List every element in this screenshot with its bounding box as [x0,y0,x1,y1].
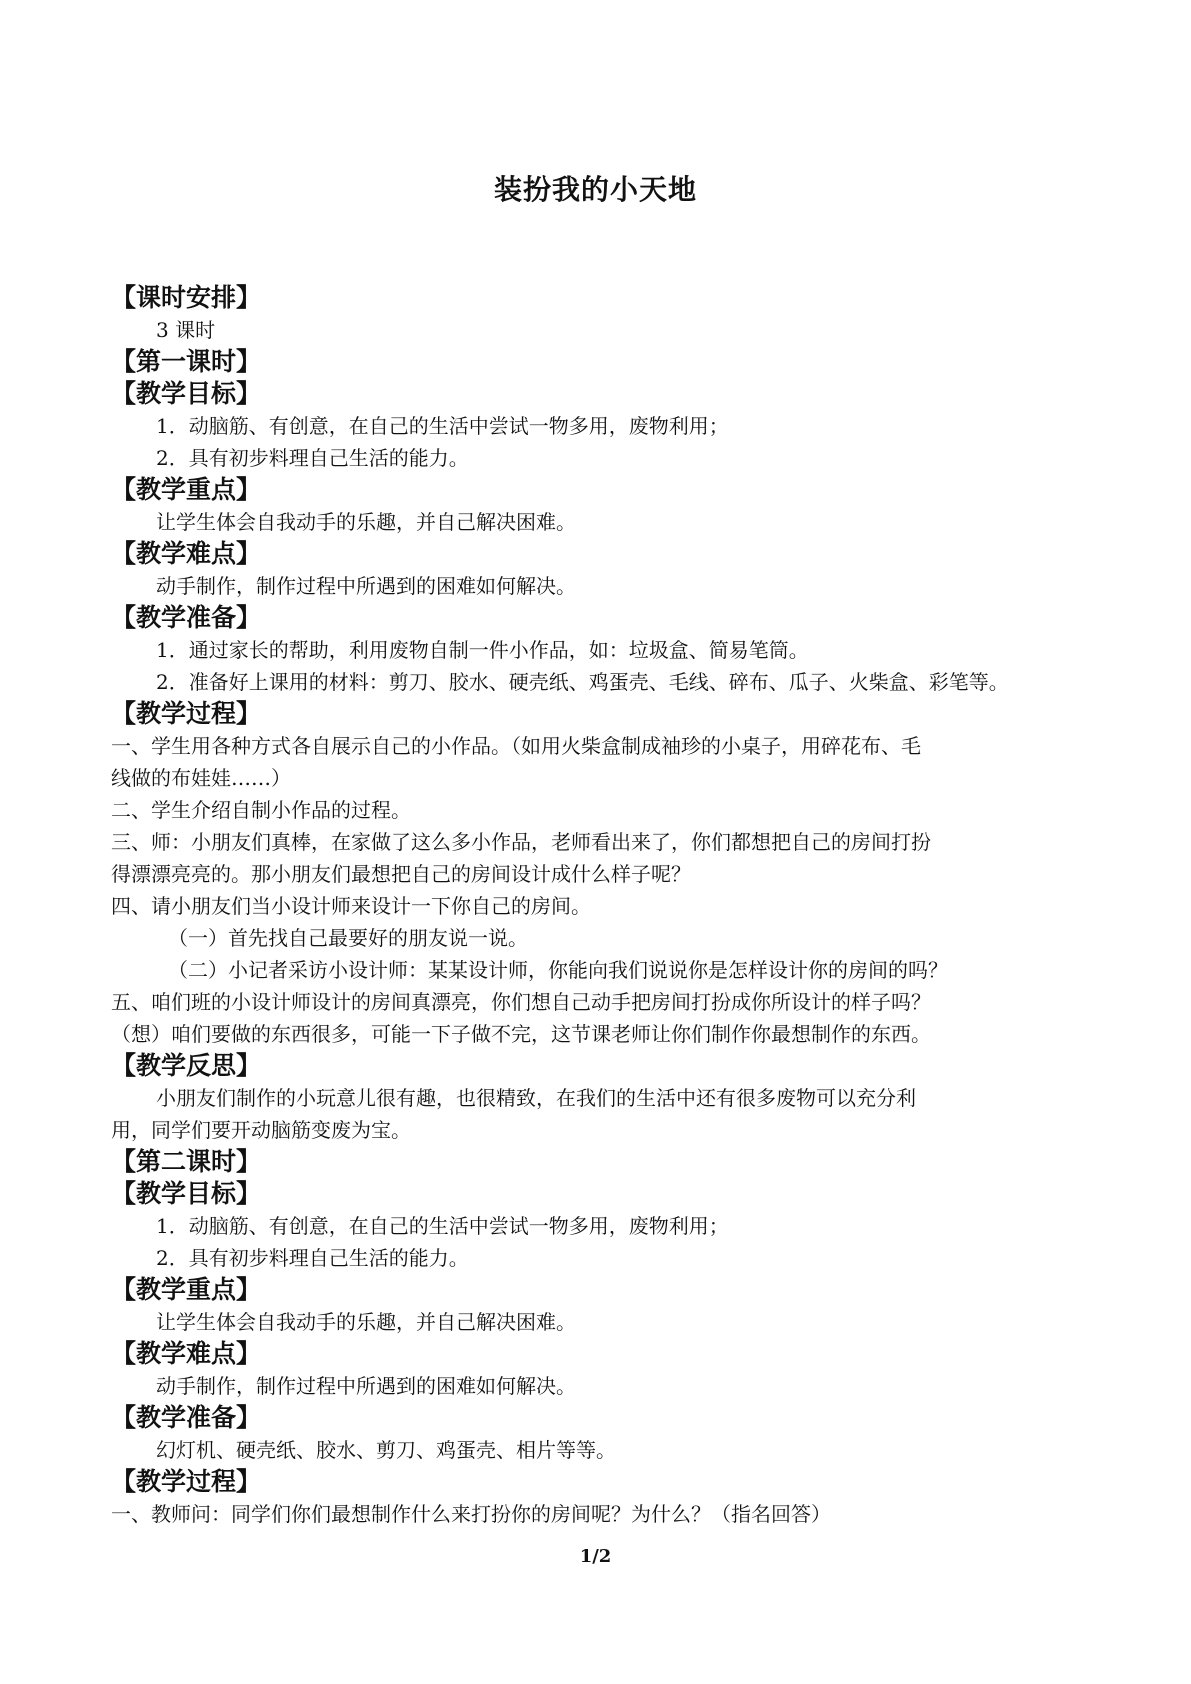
page-number: 1/2 [579,1546,612,1567]
paragraph-line: （想）咱们要做的东西很多，可能一下子做不完，这节课老师让你们制作你最想制作的东西。 [111,1022,931,1046]
section-heading: 【教学准备】 [111,1403,262,1432]
section-heading: 【课时安排】 [111,283,262,312]
section-heading: 【教学难点】 [111,539,262,568]
document-title: 装扮我的小天地 [493,173,697,206]
paragraph-line: 1．动脑筋、有创意，在自己的生活中尝试一物多用，废物利用； [156,1214,729,1238]
paragraph-line: 二、学生介绍自制小作品的过程。 [111,798,411,822]
section-heading: 【第二课时】 [111,1147,262,1176]
paragraph-line: 动手制作，制作过程中所遇到的困难如何解决。 [156,1374,576,1398]
section-heading: 【教学目标】 [111,1179,262,1208]
paragraph-line: 1．动脑筋、有创意，在自己的生活中尝试一物多用，废物利用； [156,414,729,438]
paragraph-line: 五、咱们班的小设计师设计的房间真漂亮，你们想自己动手把房间打扮成你所设计的样子吗？ [111,990,931,1014]
paragraph-line: 一、学生用各种方式各自展示自己的小作品。（如用火柴盒制成袖珍的小桌子，用碎花布、毛 [111,734,921,758]
paragraph-line: 2．准备好上课用的材料：剪刀、胶水、硬壳纸、鸡蛋壳、毛线、碎布、瓜子、火柴盒、彩笔等。 [156,670,1009,694]
document-body [111,282,1101,1530]
paragraph-line: 用，同学们要开动脑筋变废为宝。 [111,1118,411,1142]
section-heading: 【教学目标】 [111,379,262,408]
paragraph-line: 线做的布娃娃……） [111,766,291,790]
paragraph-line: 3 课时 [156,318,216,342]
paragraph-line: （一）首先找自己最要好的朋友说一说。 [168,926,528,950]
paragraph-line: 一、教师问：同学们你们最想制作什么来打扮你的房间呢？为什么？（指名回答） [111,1502,831,1526]
section-heading: 【教学过程】 [111,1467,262,1496]
paragraph-line: 2．具有初步料理自己生活的能力。 [156,1246,469,1270]
paragraph-line: 2．具有初步料理自己生活的能力。 [156,446,469,470]
paragraph-line: 三、师：小朋友们真棒，在家做了这么多小作品，老师看出来了，你们都想把自己的房间打扮 [111,830,931,854]
paragraph-line: 1．通过家长的帮助，利用废物自制一件小作品，如：垃圾盒、简易笔筒。 [156,638,809,662]
section-heading: 【第一课时】 [111,347,262,376]
paragraph-line: 让学生体会自我动手的乐趣，并自己解决困难。 [156,1310,576,1334]
paragraph-line: 幻灯机、硬壳纸、胶水、剪刀、鸡蛋壳、相片等等。 [156,1438,616,1462]
paragraph-line: 小朋友们制作的小玩意儿很有趣，也很精致，在我们的生活中还有很多废物可以充分利 [156,1086,916,1110]
section-heading: 【教学重点】 [111,1275,262,1304]
section-heading: 【教学难点】 [111,1339,262,1368]
section-heading: 【教学重点】 [111,475,262,504]
section-heading: 【教学过程】 [111,699,262,728]
section-heading: 【教学反思】 [111,1051,262,1080]
paragraph-line: 让学生体会自我动手的乐趣，并自己解决困难。 [156,510,576,534]
paragraph-line: 动手制作，制作过程中所遇到的困难如何解决。 [156,574,576,598]
paragraph-line: 得漂漂亮亮的。那小朋友们最想把自己的房间设计成什么样子呢？ [111,862,691,886]
section-heading: 【教学准备】 [111,603,262,632]
paragraph-line: 四、请小朋友们当小设计师来设计一下你自己的房间。 [111,894,591,918]
paragraph-line: （二）小记者采访小设计师：某某设计师，你能向我们说说你是怎样设计你的房间的吗？ [168,958,948,982]
